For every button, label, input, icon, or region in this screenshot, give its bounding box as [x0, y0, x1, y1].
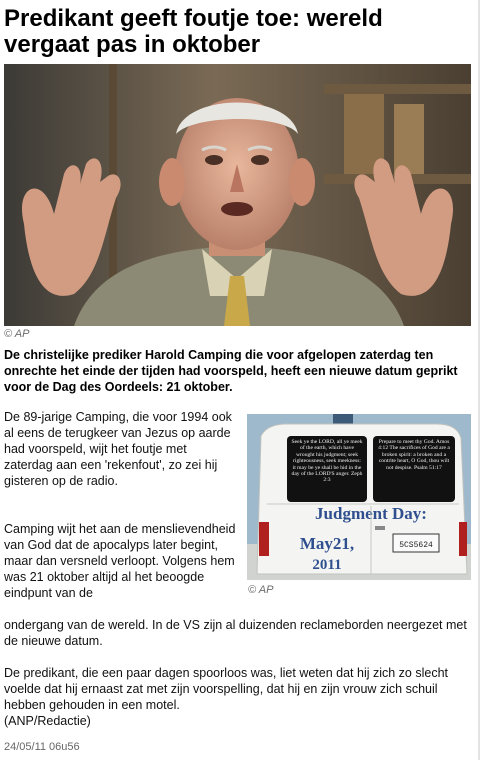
article-source: (ANP/Redactie) [4, 714, 91, 728]
paragraph-2-wrapped: Camping wijt het aan de menslievendheid van God dat de apocalyps later begint, maar dan versneld verloopt. Volgens hem was 21 oktober altijd al het beoogde eindpunt van de [4, 522, 236, 600]
van-date-line-1: May21, [299, 534, 355, 553]
paragraph-3: De predikant, die een paar dagen spoorloos was, liet weten dat hij zich zo slecht voelde dat hij ernaast zat met zijn voorspelling, dat hij en zijn vrouw zich schuil hebben gehouden in een motel. [4, 666, 449, 712]
van-illustration [247, 414, 471, 580]
van-date-line-2: 2011 [312, 557, 342, 573]
van-plate: 5CS5624 [399, 541, 433, 550]
publish-date: 24/05/11 06u56 [4, 741, 80, 753]
inset-photo-credit: © AP [248, 584, 274, 596]
page-right-border [478, 0, 480, 760]
article-headline: Predikant geeft foutje toe: wereld vergaat pas in oktober [4, 5, 383, 58]
main-photo [4, 64, 471, 326]
van-window-right-text: Prepare to meet thy God. Amos 4:12 The sacrifices of God are a broken spirit: a broken and a contrite heart, O God, thou wilt not despise. Psalm 51:17 [378, 439, 450, 471]
article-lead: De christelijke prediker Harold Camping die voor afgelopen zaterdag ten onrechte het einde der tijden had voorspeld, heeft een nieuwe datum geprikt voor de Dag des Oordeels: 21 oktober. [4, 348, 458, 394]
inset-photo [247, 414, 471, 580]
paragraph-2-continued: ondergang van de wereld. In de VS zijn al duizenden reclameborden neergezet met de nieuwe datum. [4, 618, 467, 648]
van-banner: Judgment Day: [315, 504, 427, 523]
paragraph-1: De 89-jarige Camping, die voor 1994 ook al eens de terugkeer van Jezus op aarde had voorspeld, wijt het foutje met zaterdag aan een 'rekenfout', zo zei hij gisteren op de radio. [4, 410, 232, 488]
main-photo-illustration [4, 64, 471, 326]
main-photo-credit: © AP [4, 328, 30, 340]
van-window-left-text: Seek ye the LORD, all ye meek of the earth, which have wrought his judgment; seek righteousness, seek meekness: it may be ye shall be hid in the day of the LORD'S anger. Zeph 2:3 [291, 439, 363, 484]
